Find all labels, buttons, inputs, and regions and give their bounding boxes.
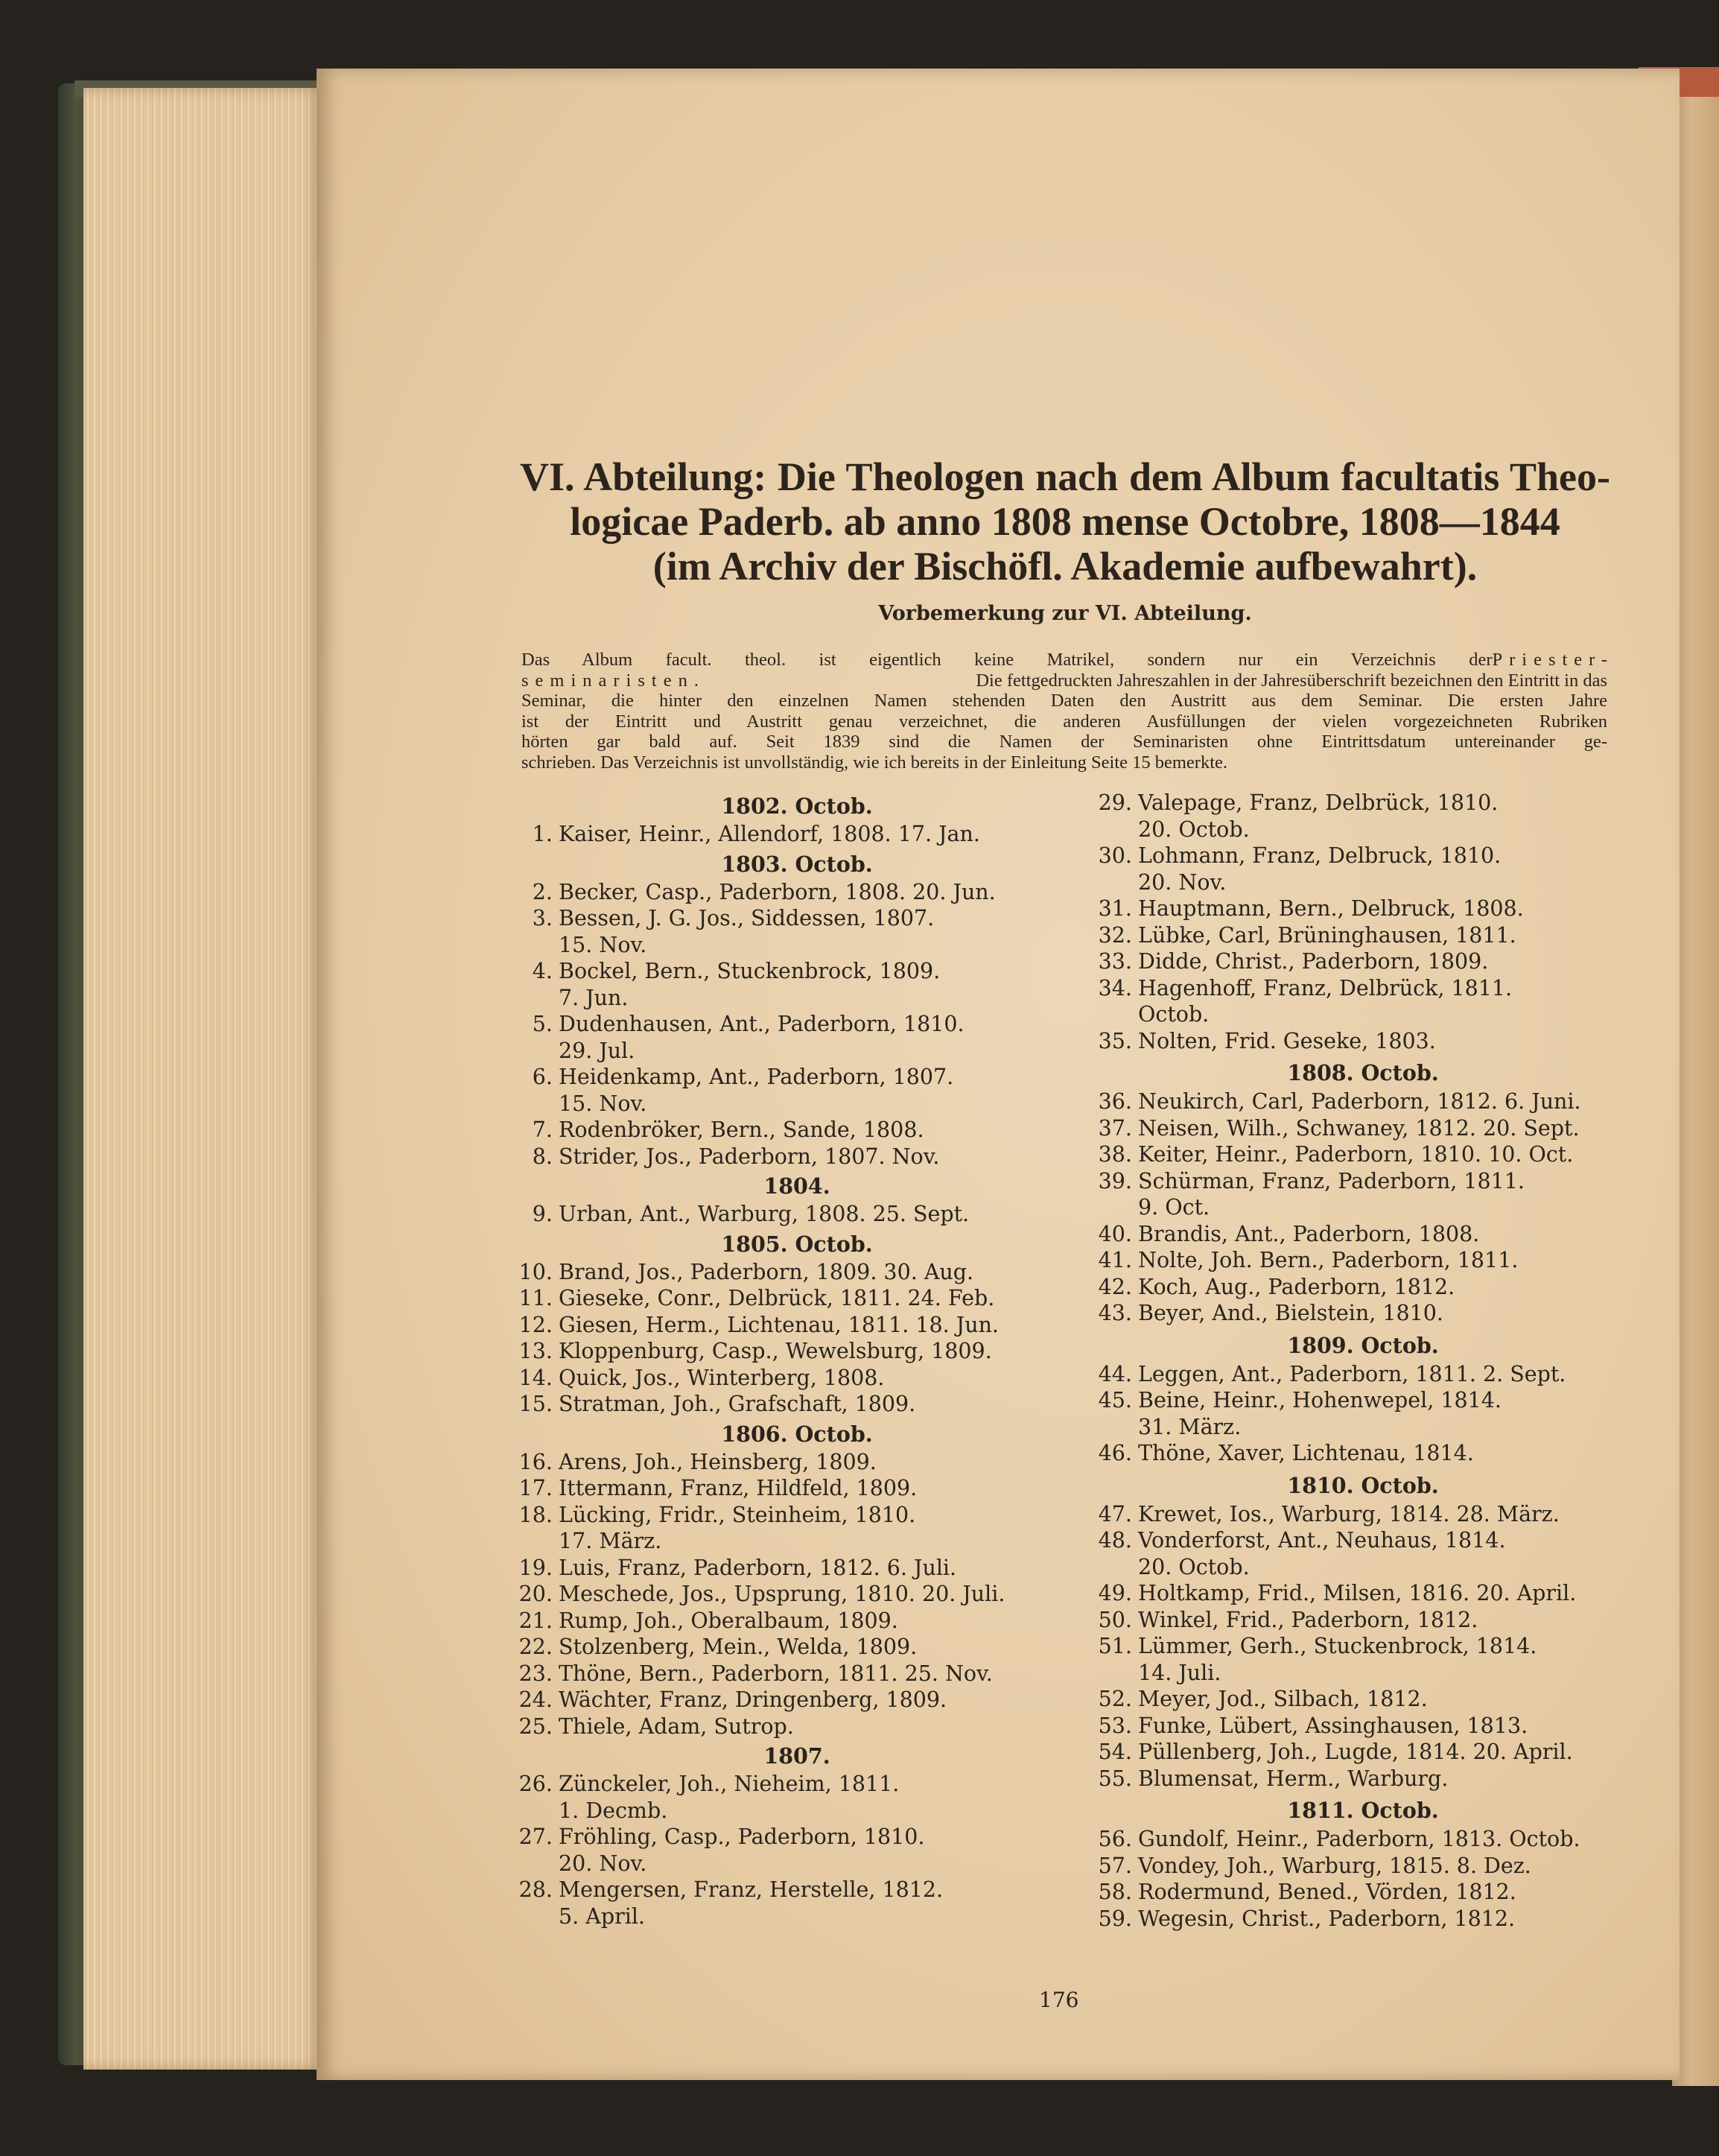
list-item [514,905,1050,932]
entry-number: 8. [532,1144,553,1169]
entry-number: 35. [1098,1028,1132,1053]
list-item [1084,1607,1627,1634]
entry-text: Blumensat, Herm., Warburg. [1138,1766,1449,1791]
entry-number: 40. [1098,1221,1132,1246]
entry-text: Becker, Casp., Paderborn, 1808. 20. Jun. [559,879,996,904]
entry-number: 42. [1098,1274,1132,1299]
entry-text: Bockel, Bern., Stuckenbrock, 1809. [559,959,941,983]
list-item [1084,843,1627,869]
list-item [1084,895,1627,922]
list-item [514,1502,1050,1529]
list-item [1084,1088,1627,1115]
entry-text: Rodenbröker, Bern., Sande, 1808. [559,1117,924,1142]
entry-text: Koch, Aug., Paderborn, 1812. [1138,1274,1455,1299]
list-item [1084,1853,1627,1880]
list-item [1084,1274,1627,1301]
entry-number: 56. [1098,1827,1132,1851]
entry-text: Meyer, Jod., Silbach, 1812. [1138,1687,1428,1711]
list-item [1084,790,1627,817]
entry-text: Mengersen, Franz, Herstelle, 1812. [559,1877,944,1902]
list-item [1084,1028,1627,1055]
list-item [514,1449,1050,1476]
entry-text: Quick, Jos., Winterberg, 1808. [559,1365,885,1390]
entry-number: 59. [1098,1906,1132,1931]
paragraph-line: ist der Eintritt und Austritt genau verzeichnet, die anderen Ausfüllungen der vielen vorgezeichneten Rubriken [521,711,1607,732]
entry-text: Hagenhoff, Franz, Delbrück, 1811. [1138,975,1513,1001]
list-item [514,1608,1050,1635]
entry-number: 32. [1098,922,1132,948]
entry-text: Leggen, Ant., Paderborn, 1811. 2. Sept. [1138,1361,1566,1386]
paragraph-text: Die fettgedruckten Jahreszahlen in der Jahresüberschrift bezeichnen den Eintritt in das [976,670,1607,691]
list-item [1084,1527,1627,1554]
entry-continuation: 7. Jun. [559,985,629,1010]
entry-number: 10. [518,1259,553,1284]
list-item [514,1661,1050,1687]
entry-text: Heidenkamp, Ant., Paderborn, 1807. [559,1065,954,1089]
entry-number: 44. [1098,1361,1132,1386]
page-number: 176 [1039,1988,1079,2012]
entry-continuation: 14. Juli. [1138,1660,1221,1685]
entry-number: 55. [1098,1766,1132,1791]
list-item [1084,1879,1627,1906]
list-item [1084,1826,1627,1853]
list-item [514,1824,1050,1851]
list-item [514,1877,1050,1903]
entry-number: 43. [1098,1301,1132,1325]
list-item [1084,1168,1627,1195]
entry-number: 39. [1098,1168,1132,1193]
entry-number: 52. [1098,1687,1132,1711]
entry-number: 53. [1098,1713,1132,1738]
entry-number: 29. [1098,790,1132,815]
entry-continuation: 31. März. [1138,1414,1242,1439]
entry-number: 7. [532,1117,553,1142]
entry-text: Urban, Ant., Warburg, 1808. 25. Sept. [559,1202,970,1226]
entry-number: 45. [1098,1388,1132,1413]
year-heading: 1808. Octob. [1287,1060,1439,1085]
list-item [1084,1739,1627,1766]
page-edges [83,88,322,2070]
entry-text: Krewet, Ios., Warburg, 1814. 28. März. [1138,1501,1560,1526]
entry-text: Hauptmann, Bern., Delbruck, 1808. [1138,896,1524,921]
entry-text: Meschede, Jos., Upsprung, 1810. 20. Juli. [559,1582,1005,1606]
entry-text: Stratman, Joh., Grafschaft, 1809. [559,1392,916,1416]
entry-number: 57. [1098,1853,1132,1878]
paragraph-line [521,670,1607,691]
list-item [1084,1221,1627,1248]
entry-number: 6. [532,1065,553,1089]
entry-number: 36. [1098,1089,1132,1114]
entry-continuation: 20. Nov. [559,1851,647,1876]
paragraph-line [521,650,1614,670]
entry-number: 54. [1098,1740,1132,1764]
entry-text: Gundolf, Heinr., Paderborn, 1813. Octob. [1138,1827,1580,1851]
entry-column-left [514,790,1050,1930]
entry-text: Funke, Lübert, Assinghausen, 1813. [1138,1713,1528,1738]
entry-number: 50. [1098,1607,1132,1632]
entry-text: Giesen, Herm., Lichtenau, 1811. 18. Jun. [559,1312,999,1337]
entry-text: Thöne, Xaver, Lichtenau, 1814. [1138,1441,1474,1465]
entry-text: Didde, Christ., Paderborn, 1809. [1138,949,1489,974]
paragraph-spaced-text: Priester- [1492,650,1614,670]
entry-text: Lohmann, Franz, Delbruck, 1810. [1138,843,1502,868]
list-item [514,1634,1050,1661]
list-item [514,879,1050,906]
list-item [1084,1141,1627,1168]
entry-number: 27. [518,1824,553,1849]
list-item [514,1011,1050,1038]
entry-number: 18. [518,1502,553,1527]
title-line: logicae Paderb. ab anno 1808 mense Octobre, 1808—1844 [570,499,1560,544]
paragraph-text: Das Album facult. theol. ist eigentlich keine Matrikel, sondern nur ein Verzeichnis der [521,650,1493,670]
paragraph-line: Seminar, die hinter den einzelnen Namen stehenden Daten den Austritt aus dem Seminar. Die ersten Jahre [521,691,1607,711]
list-item [1084,1300,1627,1327]
entry-text: Arens, Joh., Heinsberg, 1809. [559,1449,877,1474]
list-item [514,1285,1050,1312]
entry-text: Nolte, Joh. Bern., Paderborn, 1811. [1138,1248,1519,1272]
list-item [514,1475,1050,1502]
entry-number: 25. [518,1713,553,1739]
entry-continuation: 5. April. [559,1903,645,1929]
entry-text: Keiter, Heinr., Paderborn, 1810. 10. Oct. [1138,1142,1574,1167]
title-line: VI. Abteilung: Die Theologen nach dem Album facultatis Theo- [520,454,1610,499]
entry-number: 21. [518,1608,553,1633]
year-heading: 1811. Octob. [1287,1798,1439,1823]
entry-number: 3. [532,906,553,930]
year-heading: 1809. Octob. [1287,1332,1439,1358]
entry-continuation: 15. Nov. [559,932,647,957]
entry-continuation: 29. Jul. [559,1038,635,1063]
list-item [514,1365,1050,1392]
list-item [514,1259,1050,1286]
year-heading: 1805. Octob. [721,1231,873,1257]
entry-continuation: Octob. [1138,1002,1210,1027]
entry-text: Thiele, Adam, Sutrop. [559,1713,794,1739]
entry-number: 20. [518,1582,553,1606]
list-item [1084,1361,1627,1388]
entry-continuation: 9. Oct. [1138,1195,1210,1220]
entry-number: 17. [518,1476,553,1500]
paragraph-line: schrieben. Das Verzeichnis ist unvollständig, wie ich bereits in der Einleitung Seite 15 bemerkte. [521,752,1227,773]
entry-text: Luis, Franz, Paderborn, 1812. 6. Juli. [559,1555,957,1580]
entry-number: 34. [1098,975,1132,1001]
paragraph-spaced-text: seminaristen. [521,670,705,691]
list-item [514,1201,1050,1228]
entry-text: Holtkamp, Frid., Milsen, 1816. 20. April. [1138,1581,1577,1605]
entry-column-right [1084,790,1627,1932]
list-item [1084,1501,1627,1528]
title-line: (im Archiv der Bischöfl. Akademie aufbewahrt). [652,544,1478,589]
entry-number: 13. [518,1339,553,1363]
list-item [1084,1580,1627,1607]
list-item [514,1312,1050,1339]
entry-number: 26. [518,1772,553,1796]
list-item [1084,1115,1627,1142]
paragraph-line: hörten gar bald auf. Seit 1839 sind die Namen der Seminaristen ohne Eintrittsdatum untereinander ge- [521,732,1607,752]
list-item [514,1117,1050,1144]
entry-number: 9. [532,1202,553,1226]
list-item [1084,1686,1627,1713]
list-item [514,1581,1050,1608]
entry-number: 47. [1098,1501,1132,1526]
list-item [514,821,1050,848]
entry-text: Lübke, Carl, Brüninghausen, 1811. [1138,922,1516,948]
entry-text: Fröhling, Casp., Paderborn, 1810. [559,1824,925,1849]
list-item [1084,1766,1627,1792]
entry-continuation: 17. März. [559,1529,662,1553]
entry-number: 22. [518,1635,553,1659]
year-heading: 1804. [763,1173,830,1199]
entry-continuation: 1. Decmb. [559,1798,668,1823]
entry-continuation: 20. Nov. [1138,869,1227,895]
entry-number: 11. [518,1286,553,1310]
entry-text: Lücking, Fridr., Steinheim, 1810. [559,1502,916,1527]
entry-number: 30. [1098,843,1132,868]
entry-text: Stolzenberg, Mein., Welda, 1809. [559,1635,918,1659]
entry-text: Rump, Joh., Oberalbaum, 1809. [559,1608,898,1633]
list-item [1084,1713,1627,1740]
entry-text: Kaiser, Heinr., Allendorf, 1808. 17. Jan. [559,822,980,846]
entry-number: 19. [518,1555,553,1580]
entry-number: 33. [1098,949,1132,974]
entry-number: 5. [532,1012,553,1036]
year-heading: 1802. Octob. [721,793,873,819]
entry-text: Gieseke, Conr., Delbrück, 1811. 24. Feb. [559,1286,995,1310]
preface-paragraph [521,650,1614,773]
entry-number: 23. [518,1661,553,1686]
entry-continuation: 20. Octob. [1138,817,1250,842]
year-heading: 1803. Octob. [721,851,873,877]
entry-text: Strider, Jos., Paderborn, 1807. Nov. [559,1144,940,1169]
list-item [514,1064,1050,1091]
year-heading: 1810. Octob. [1287,1472,1439,1498]
list-item [1084,922,1627,949]
entry-text: Wegesin, Christ., Paderborn, 1812. [1138,1906,1516,1931]
preface-heading: Vorbemerkung zur VI. Abteilung. [878,602,1252,625]
entry-text: Brandis, Ant., Paderborn, 1808. [1138,1221,1480,1246]
entry-text: Zünckeler, Joh., Nieheim, 1811. [559,1772,900,1796]
entry-number: 28. [518,1877,553,1902]
entry-number: 48. [1098,1528,1132,1553]
entry-number: 4. [532,959,553,983]
list-item [1084,1633,1627,1660]
entry-continuation: 15. Nov. [559,1091,647,1116]
entry-text: Valepage, Franz, Delbrück, 1810. [1138,790,1499,815]
entry-text: Neukirch, Carl, Paderborn, 1812. 6. Juni. [1138,1089,1581,1114]
list-item [514,958,1050,985]
entry-text: Wächter, Franz, Dringenberg, 1809. [559,1687,947,1712]
entry-number: 46. [1098,1441,1132,1465]
list-item [1084,1440,1627,1467]
entry-text: Schürman, Franz, Paderborn, 1811. [1138,1168,1525,1193]
entry-text: Brand, Jos., Paderborn, 1809. 30. Aug. [559,1259,974,1284]
entry-text: Beyer, And., Bielstein, 1810. [1138,1301,1443,1325]
year-heading: 1806. Octob. [721,1421,873,1447]
entry-number: 24. [518,1687,553,1712]
list-item [1084,975,1627,1002]
list-item [514,1771,1050,1798]
entry-number: 1. [532,822,553,846]
list-item [514,1687,1050,1713]
entry-text: Nolten, Frid. Geseke, 1803. [1138,1028,1436,1053]
entry-number: 58. [1098,1880,1132,1904]
entry-number: 2. [532,879,553,904]
entry-text: Neisen, Wilh., Schwaney, 1812. 20. Sept. [1138,1115,1580,1141]
list-item [514,1713,1050,1740]
entry-number: 49. [1098,1581,1132,1605]
list-item [514,1338,1050,1365]
entry-text: Winkel, Frid., Paderborn, 1812. [1138,1607,1478,1632]
entry-continuation: 20. Octob. [1138,1554,1250,1579]
list-item [1084,948,1627,975]
entry-text: Thöne, Bern., Paderborn, 1811. 25. Nov. [559,1661,993,1686]
entry-number: 16. [518,1449,553,1474]
entry-text: Ittermann, Franz, Hildfeld, 1809. [559,1476,918,1500]
entry-number: 38. [1098,1142,1132,1167]
entry-number: 15. [518,1392,553,1416]
list-item [1084,1906,1627,1933]
entry-text: Bessen, J. G. Jos., Siddessen, 1807. [559,906,935,930]
list-item [514,1391,1050,1418]
entry-number: 31. [1098,896,1132,921]
entry-number: 51. [1098,1634,1132,1658]
entry-text: Dudenhausen, Ant., Paderborn, 1810. [559,1012,965,1036]
entry-number: 37. [1098,1115,1132,1141]
entry-number: 41. [1098,1248,1132,1272]
list-item [514,1555,1050,1582]
list-item [1084,1247,1627,1274]
entry-text: Vondey, Joh., Warburg, 1815. 8. Dez. [1138,1853,1531,1878]
entry-number: 14. [518,1365,553,1390]
list-item [514,1144,1050,1170]
entry-text: Kloppenburg, Casp., Wewelsburg, 1809. [559,1339,992,1363]
section-title [520,454,1610,589]
entry-text: Rodermund, Bened., Vörden, 1812. [1138,1880,1516,1904]
list-item [1084,1387,1627,1414]
entry-text: Püllenberg, Joh., Lugde, 1814. 20. April. [1138,1740,1573,1764]
entry-number: 12. [518,1312,553,1337]
year-heading: 1807. [763,1743,830,1769]
entry-text: Beine, Heinr., Hohenwepel, 1814. [1138,1388,1502,1413]
entry-text: Lümmer, Gerh., Stuckenbrock, 1814. [1138,1634,1537,1658]
entry-text: Vonderforst, Ant., Neuhaus, 1814. [1138,1528,1506,1553]
